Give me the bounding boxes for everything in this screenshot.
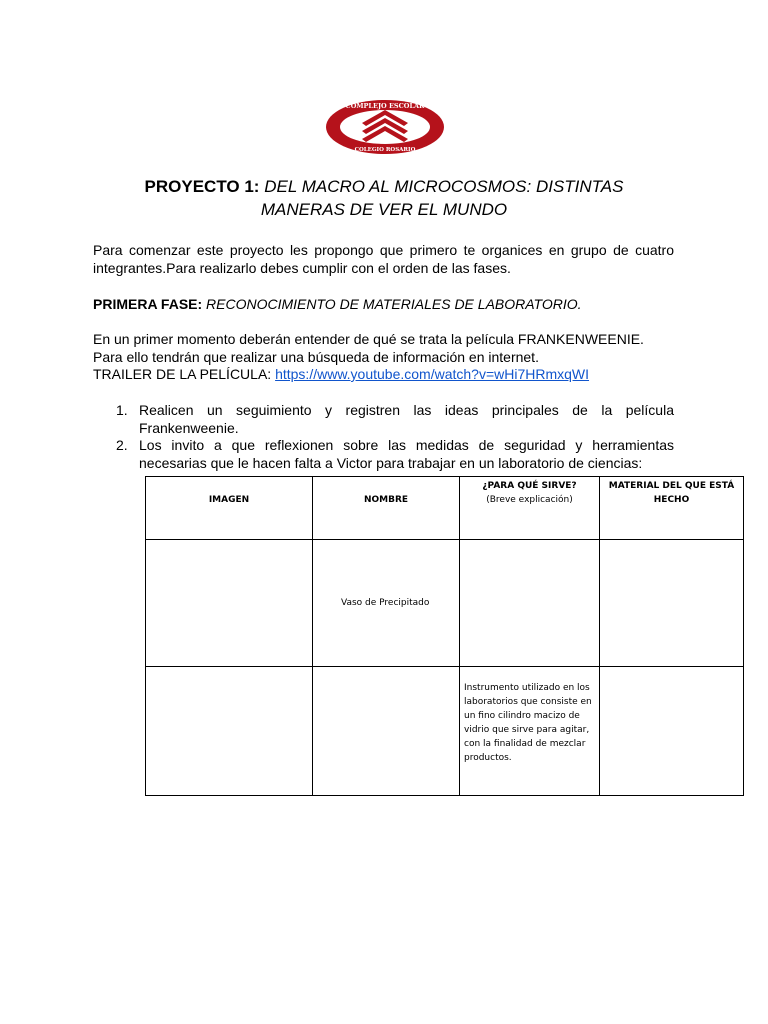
- header-nombre: NOMBRE: [313, 477, 460, 540]
- cell-para-que: [460, 540, 600, 667]
- task-list: [93, 402, 674, 472]
- header-material: MATERIAL DEL QUE ESTÁ HECHO: [600, 477, 744, 540]
- title-line1: DEL MACRO AL MICROCOSMOS: DISTINTAS: [264, 177, 624, 196]
- intro-paragraph: Para comenzar este proyecto les propongo que primero te organices en grupo de cuatro integrantes.Para realizarlo debes cumplir con el orden de las fases.: [93, 242, 674, 276]
- movie-paragraph: [93, 331, 674, 384]
- trailer-label: TRAILER DE LA PELÍCULA:: [93, 366, 276, 382]
- header-para-que-title: ¿PARA QUÉ SIRVE?: [482, 481, 577, 491]
- trailer-link[interactable]: https://www.youtube.com/watch?v=wHi7HRmxqWI: [275, 366, 590, 382]
- list-item-number: 2.: [116, 437, 128, 453]
- title-line2: MANERAS DE VER EL MUNDO: [260, 200, 508, 219]
- school-logo: [324, 98, 446, 156]
- cell-imagen: [146, 667, 313, 796]
- trailer-line: [93, 366, 674, 384]
- list-item-text: Los invito a que reflexionen sobre las medidas de seguridad y herramientas necesarias que le hacen falta a Victor para trabajar en un laboratorio de ciencias:: [139, 437, 674, 471]
- cell-para-que: Instrumento utilizado en los laboratorios que consiste en un fino cilindro macizo de vidrio que sirve para agitar, con la finalidad de mezclar productos.: [460, 667, 600, 796]
- page-title: [60, 175, 708, 221]
- cell-imagen: [146, 540, 313, 667]
- header-para-que-sub: (Breve explicación): [486, 495, 573, 505]
- cell-material: [600, 667, 744, 796]
- cell-material: [600, 540, 744, 667]
- lab-materials-table: [145, 476, 744, 796]
- phase-heading: [93, 296, 674, 314]
- logo-text-top: COMPLEJO ESCOLAR: [345, 102, 425, 110]
- movie-line1: En un primer momento deberán entender de qué se trata la película FRANKENWEENIE.: [93, 331, 644, 347]
- phase-name: RECONOCIMIENTO DE MATERIALES DE LABORATORIO.: [206, 296, 582, 312]
- list-item: [93, 437, 674, 472]
- movie-line2: Para ello tendrán que realizar una búsqueda de información en internet.: [93, 348, 539, 365]
- table-row: [146, 667, 744, 796]
- table-row: [146, 540, 744, 667]
- table-header-row: [146, 477, 744, 540]
- list-item-number: 1.: [116, 402, 128, 418]
- title-prefix: PROYECTO 1:: [144, 177, 260, 196]
- cell-nombre: Vaso de Precipitado: [313, 540, 460, 667]
- phase-label: PRIMERA FASE:: [93, 296, 203, 312]
- list-item-text: Realicen un seguimiento y registren las ideas principales de la película Frankenweenie.: [139, 402, 674, 436]
- list-item: [93, 402, 674, 437]
- header-para-que: [460, 477, 600, 540]
- header-imagen: IMAGEN: [146, 477, 313, 540]
- cell-nombre: [313, 667, 460, 796]
- logo-text-bottom: COLEGIO ROSARIO: [354, 147, 416, 153]
